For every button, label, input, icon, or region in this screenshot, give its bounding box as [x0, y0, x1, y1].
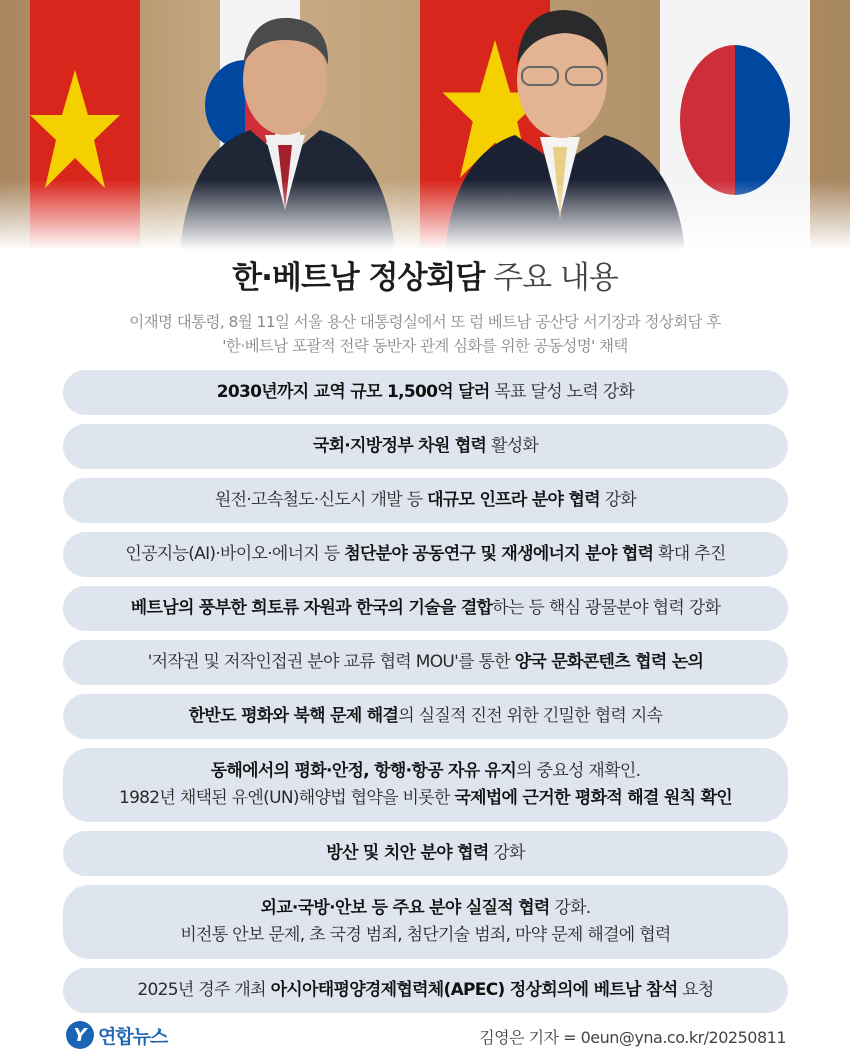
vietnam-flag-star-left — [30, 70, 120, 190]
plain-text: 강화. — [549, 898, 591, 918]
subtitle — [0, 310, 850, 358]
plain-text: 목표 달성 노력 강화 — [489, 382, 635, 402]
footer — [0, 1015, 850, 1055]
list-item-line — [119, 785, 732, 812]
list-item-line — [125, 541, 725, 568]
list-item-line — [260, 895, 590, 922]
highlight-text: 외교·국방·안보 등 주요 분야 실질적 협력 — [260, 898, 550, 918]
highlight-text: 국제법에 근거한 평화적 해결 원칙 확인 — [454, 788, 733, 808]
list-item — [63, 885, 788, 959]
plain-text: '저작권 및 저작인접권 분야 교류 협력 MOU'를 통한 — [147, 652, 515, 672]
subtitle-line-2: '한·베트남 포괄적 전략 동반자 관계 심화를 위한 공동성명' 채택 — [222, 337, 628, 355]
reporter-credit: 김영은 기자 = 0eun@yna.co.kr/20250811 — [479, 1028, 786, 1047]
yonhap-logo-mark-icon: Y — [66, 1021, 94, 1049]
key-points-list — [63, 370, 788, 1022]
list-item-line — [148, 649, 704, 676]
list-item-line — [137, 977, 713, 1004]
plain-text: 1982년 채택된 유엔(UN)해양법 협약을 비롯한 — [118, 788, 455, 808]
list-item — [63, 694, 788, 739]
list-item — [63, 424, 788, 469]
plain-text: 의 실질적 진전 위한 긴밀한 협력 지속 — [398, 706, 663, 726]
plain-text: 비전통 안보 문제, 초 국경 범죄, 첨단기술 범죄, 마약 문제 해결에 협력 — [180, 925, 671, 945]
yonhap-logo — [66, 1021, 167, 1049]
list-item-line — [215, 487, 636, 514]
plain-text: 하는 등 핵심 광물분야 협력 강화 — [492, 598, 721, 618]
list-item-line — [313, 433, 538, 460]
highlight-text: 국회·지방정부 차원 협력 — [312, 436, 487, 456]
highlight-text: 방산 및 치안 분야 협력 — [326, 843, 489, 863]
highlight-text: 대규모 인프라 분야 협력 — [427, 490, 600, 510]
plain-text: 강화 — [599, 490, 637, 510]
plain-text: 2025년 경주 개최 — [137, 980, 271, 1000]
list-item-line — [326, 840, 525, 867]
highlight-text: 2030년까지 교역 규모 1,500억 달러 — [216, 382, 490, 402]
list-item — [63, 478, 788, 523]
yonhap-logo-text: 연합뉴스 — [98, 1025, 168, 1048]
plain-text: 원전·고속철도·신도시 개발 등 — [214, 490, 428, 510]
title-light: 주요 내용 — [493, 260, 618, 296]
highlight-text: 양국 문화콘텐츠 협력 논의 — [514, 652, 704, 672]
highlight-text: 아시아태평양경제협력체(APEC) 정상회의에 베트남 참석 — [270, 980, 678, 1000]
list-item — [63, 640, 788, 685]
highlight-text: 동해에서의 평화·안정, 항행·항공 자유 유지 — [210, 761, 517, 781]
list-item — [63, 370, 788, 415]
highlight-text: 한반도 평화와 북핵 문제 해결 — [188, 706, 399, 726]
list-item-line — [131, 595, 720, 622]
list-item — [63, 968, 788, 1013]
subtitle-line-1: 이재명 대통령, 8월 11일 서울 용산 대통령실에서 또 럼 베트남 공산당 서기장과 정상회담 후 — [129, 313, 721, 331]
list-item — [63, 586, 788, 631]
plain-text: 인공지능(AI)·바이오·에너지 등 — [125, 544, 345, 564]
highlight-text: 첨단분야 공동연구 및 재생에너지 분야 협력 — [344, 544, 654, 564]
summit-photo — [0, 0, 850, 250]
plain-text: 의 중요성 재확인. — [516, 761, 641, 781]
plain-text: 확대 추진 — [653, 544, 726, 564]
title-bold: 한·베트남 정상회담 — [232, 260, 485, 296]
list-item — [63, 748, 788, 822]
list-item — [63, 831, 788, 876]
photo-fade — [0, 180, 850, 250]
list-item — [63, 532, 788, 577]
list-item-line — [217, 379, 634, 406]
plain-text: 활성화 — [486, 436, 539, 456]
highlight-text: 베트남의 풍부한 희토류 자원과 한국의 기술을 결합 — [130, 598, 493, 618]
plain-text: 요청 — [677, 980, 714, 1000]
list-item-line — [189, 703, 663, 730]
page-title — [0, 252, 850, 297]
list-item-line — [211, 758, 641, 785]
taegeuk-right-icon — [680, 45, 790, 195]
plain-text: 강화 — [488, 843, 525, 863]
list-item-line — [180, 922, 670, 949]
